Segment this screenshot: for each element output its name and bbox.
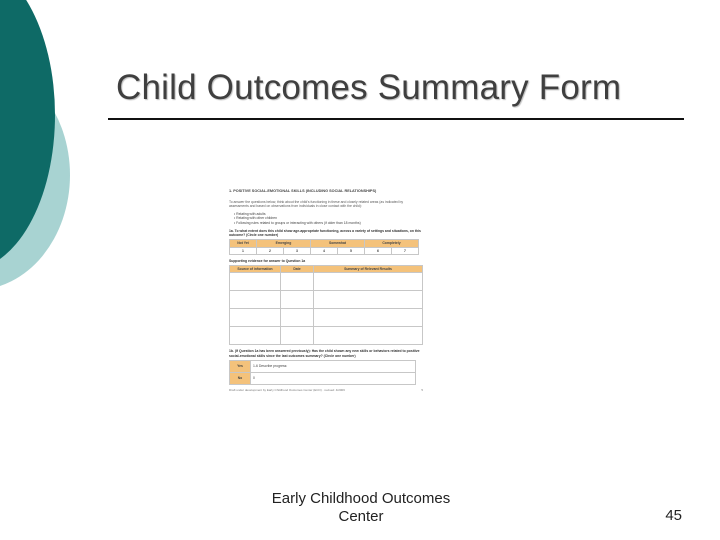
scale-header: Completely <box>365 240 419 247</box>
no-text: 0 <box>251 372 416 384</box>
form-question-1b: 1b. (If Question 1a has been answered previously): Has the child shown any new skills or behaviors related to positive social-emotional skills since the last outcomes summary? (Circle one number) <box>229 349 420 358</box>
footer-line-1: Early Childhood Outcomes <box>271 490 451 507</box>
evidence-header: Source of information <box>230 266 281 273</box>
evidence-table <box>229 265 423 345</box>
scale-header: Not Yet <box>230 240 257 247</box>
table-row <box>230 309 423 327</box>
slide-title: Child Outcomes Summary Form <box>116 68 622 107</box>
title-underline <box>108 118 684 120</box>
yes-label: Yes <box>230 360 251 372</box>
form-bullet: • Relating with other children <box>234 216 426 220</box>
yes-no-table <box>229 360 416 385</box>
form-section-title: 1. POSITIVE SOCIAL-EMOTIONAL SKILLS (INCLUDING SOCIAL RELATIONSHIPS) <box>229 189 377 193</box>
scale-number: 5 <box>338 247 365 254</box>
evidence-title: Supporting evidence for answer to Question 1a <box>229 258 306 263</box>
form-question-1a: 1a. To what extent does this child show age-appropriate functioning, across a variety of settings and situations, on this outcome? (Circle one number) <box>229 228 421 238</box>
table-row <box>230 273 423 291</box>
table-row <box>230 291 423 309</box>
scale-number: 6 <box>365 247 392 254</box>
yes-text: 1-6 Describe progress: <box>251 360 416 372</box>
footer-line-2: Center <box>338 508 384 525</box>
scale-number: 4 <box>311 247 338 254</box>
scale-number: 7 <box>392 247 419 254</box>
rating-scale-table <box>229 239 419 255</box>
form-page-image <box>226 186 426 468</box>
table-row <box>230 327 423 345</box>
scale-header: Somewhat <box>311 240 365 247</box>
form-footer-page: 5 <box>421 387 423 392</box>
scale-header: Emerging <box>257 240 311 247</box>
form-bullet: • Relating with adults <box>234 212 426 216</box>
scale-number: 2 <box>257 247 284 254</box>
no-label: No <box>230 372 251 384</box>
evidence-header: Summary of Relevant Results <box>314 266 423 273</box>
form-lead-text: To answer the questions below, think about the child's functioning in these and closely related areas (as indicated by assessments and based on observations from individuals in close contact with the child): <box>229 199 404 208</box>
form-footer <box>226 385 426 393</box>
scale-number: 3 <box>284 247 311 254</box>
scale-number: 1 <box>230 247 257 254</box>
evidence-header: Date <box>281 266 314 273</box>
slide-number: 45 <box>665 507 682 524</box>
slide-footer <box>256 490 466 526</box>
form-bullet: • Following rules related to groups or interacting with others (if older than 18 months) <box>234 221 426 225</box>
form-footer-left: Draft under development by Early Childhood Outcomes Center (ECO) · revised: 4/2006 <box>229 387 345 392</box>
form-bullet-list <box>234 212 426 225</box>
